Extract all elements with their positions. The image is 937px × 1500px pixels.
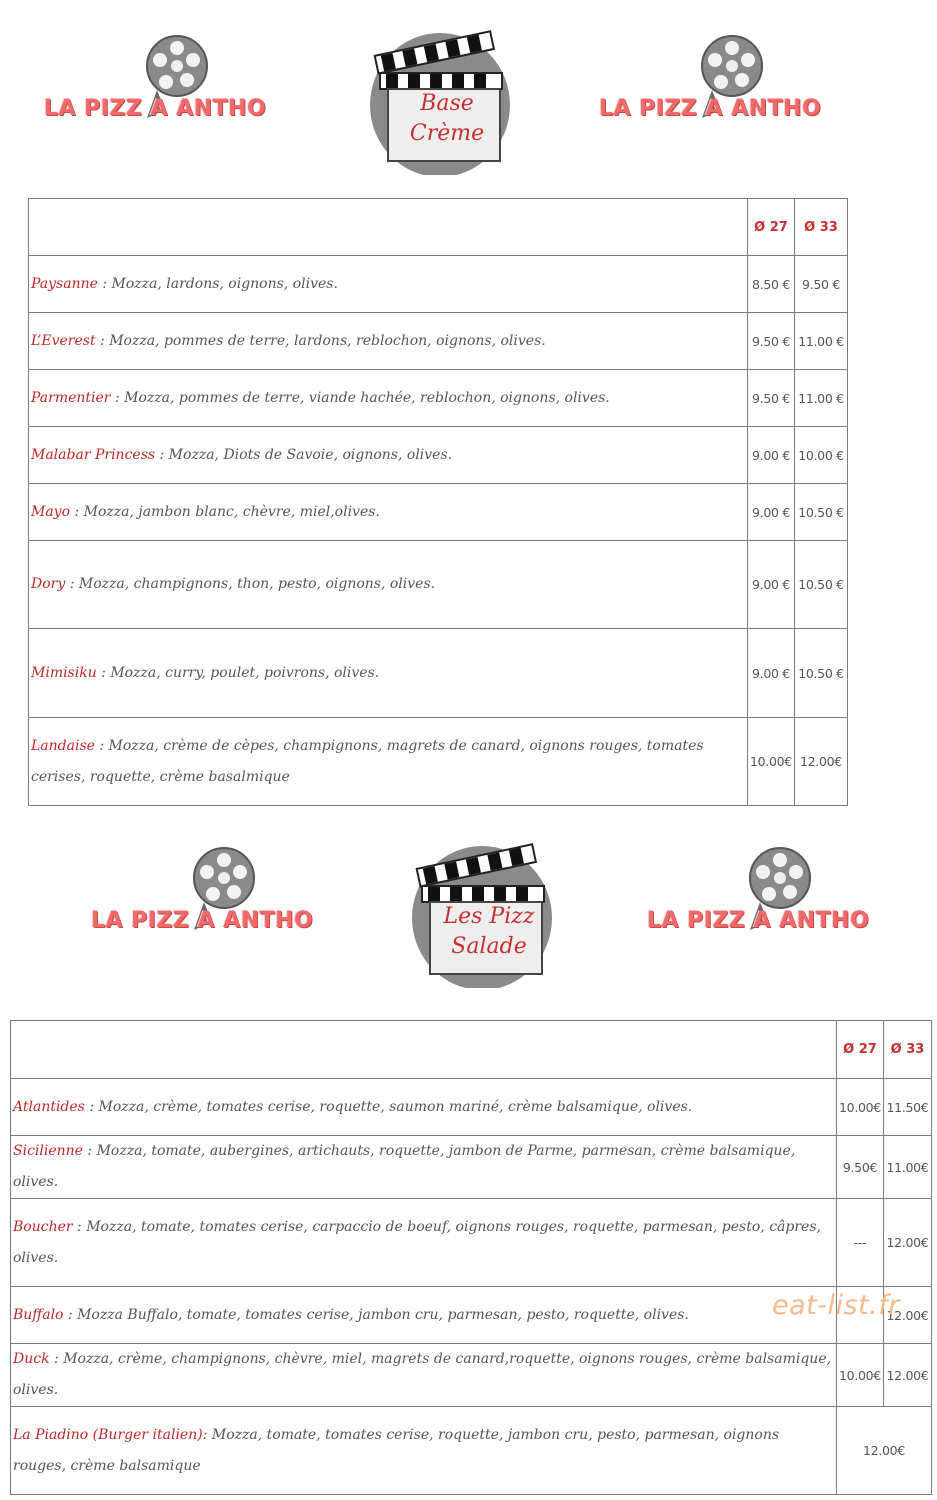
table-row — [29, 427, 848, 484]
price-33: 10.00 € — [795, 427, 848, 484]
table-row — [11, 1079, 932, 1136]
pizza-name: L’Everest — [31, 332, 96, 349]
price-33: 11.50€ — [884, 1079, 932, 1136]
section-title-line1: Les Pizz — [443, 904, 535, 929]
pizza-ingredients: : Mozza Buffalo, tomate, tomates cerise, jambon cru, parmesan, pesto, roquette, olives. — [63, 1306, 689, 1323]
pizza-ingredients: : Mozza, jambon blanc, chèvre, miel,olives. — [70, 503, 380, 520]
price-33: 12.00€ — [795, 718, 848, 806]
pizza-ingredients: : Mozza, curry, poulet, poivrons, olives. — [96, 664, 380, 681]
table-row — [29, 541, 848, 629]
price-27: --- — [837, 1199, 884, 1287]
price-33: 10.50 € — [795, 541, 848, 629]
price-27: 9.00 € — [748, 427, 795, 484]
price-33: 12.00€ — [884, 1199, 932, 1287]
size-small-header: Ø 27 — [837, 1021, 884, 1079]
pizza-name: Sicilienne — [13, 1143, 83, 1159]
size-small-header: Ø 27 — [748, 199, 795, 256]
pizza-name: Boucher — [13, 1218, 73, 1235]
table-row — [29, 313, 848, 370]
price-27: 10.00€ — [837, 1344, 884, 1407]
pizza-ingredients: : Mozza, lardons, oignons, olives. — [97, 275, 338, 292]
price-33: 10.50 € — [795, 484, 848, 541]
table-row — [29, 370, 848, 427]
price-27: 9.50 € — [748, 370, 795, 427]
brand-name: LA PIZZ A ANTHO — [646, 908, 870, 933]
menu-table-pizz-salade — [10, 1020, 932, 1495]
section-title-line1: Base — [420, 91, 474, 116]
table-row — [11, 1199, 932, 1287]
pizza-name: Landaise — [31, 737, 95, 754]
size-large-header: Ø 33 — [795, 199, 848, 256]
pizza-ingredients: : Mozza, tomate, aubergines, artichauts, roquette, jambon de Parme, parmesan, crème balsamique, olives. — [13, 1143, 796, 1190]
pizza-name: Buffalo — [13, 1306, 64, 1323]
table-header-row — [29, 199, 848, 256]
section-badge-base-creme — [360, 25, 510, 175]
pizza-name: Mayo — [31, 503, 71, 520]
price-27: 9.00 € — [748, 541, 795, 629]
table-row — [29, 629, 848, 718]
table-header-row — [11, 1021, 932, 1079]
pizza-ingredients: : Mozza, pommes de terre, lardons, reblochon, oignons, olives. — [95, 332, 546, 349]
brand-logo-right — [643, 842, 873, 952]
pizza-ingredients: : Mozza, Diots de Savoie, oignons, olives. — [155, 446, 453, 463]
table-row — [11, 1407, 932, 1495]
pizza-name: Parmentier — [31, 389, 111, 406]
pizza-name: Atlantides — [13, 1098, 85, 1115]
brand-name: LA PIZZ A ANTHO — [90, 908, 314, 933]
table-row — [29, 484, 848, 541]
table-row — [29, 256, 848, 313]
price-27: 9.00 € — [748, 629, 795, 718]
price-27: 10.00€ — [837, 1079, 884, 1136]
pizza-ingredients: : Mozza, tomate, tomates cerise, carpaccio de boeuf, oignons rouges, roquette, parmesan, pesto, câpres, olives. — [13, 1218, 821, 1266]
brand-logo-left — [40, 30, 270, 140]
watermark: eat-list.fr — [772, 1290, 900, 1321]
pizza-ingredients: : Mozza, champignons, thon, pesto, oignons, olives. — [65, 576, 436, 592]
brand-logo-left — [87, 842, 317, 952]
header-blank — [11, 1021, 837, 1079]
brand-name: LA PIZZ A ANTHO — [43, 96, 267, 121]
section-badge-pizz-salade — [402, 838, 552, 988]
price-27: 9.50€ — [837, 1136, 884, 1199]
table-row — [11, 1344, 932, 1407]
header-blank — [29, 199, 748, 256]
pizza-ingredients: : Mozza, tomate, tomates cerise, roquette, jambon cru, pesto, parmesan, oignons rouges, crème balsamique — [13, 1426, 780, 1474]
pizza-name: Paysanne — [31, 275, 98, 292]
price-33: 10.50 € — [795, 629, 848, 718]
pizza-name: La Piadino (Burger italien) — [13, 1426, 203, 1443]
section-title-line2: Crème — [409, 121, 485, 146]
price-33: 12.00€ — [884, 1287, 932, 1344]
price-27: 8.50 € — [748, 256, 795, 313]
price-single: 12.00€ — [837, 1407, 932, 1495]
pizza-name: Malabar Princess — [31, 446, 156, 463]
price-33: 12.00€ — [884, 1344, 932, 1407]
table-row — [11, 1136, 932, 1199]
pizza-ingredients: : Mozza, crème, tomates cerise, roquette, saumon mariné, crème balsamique, olives. — [84, 1098, 693, 1115]
table-row — [29, 718, 848, 806]
section-title — [397, 87, 497, 151]
brand-logo-right — [595, 30, 825, 140]
menu-table-base-creme — [28, 198, 848, 806]
price-33: 11.00 € — [795, 313, 848, 370]
section-title-line2: Salade — [451, 934, 527, 959]
pizza-name: Duck — [13, 1351, 50, 1367]
brand-name: LA PIZZ A ANTHO — [598, 96, 822, 121]
pizza-name: Mimisiku — [31, 664, 97, 681]
price-27: 9.00 € — [748, 484, 795, 541]
section-title — [439, 900, 539, 964]
price-27: 9.50 € — [748, 313, 795, 370]
pizza-ingredients: : Mozza, crème de cèpes, champignons, magrets de canard, oignons rouges, tomates cerises, roquette, crème basalmique — [31, 737, 704, 785]
pizza-name: Dory — [31, 576, 66, 592]
price-33: 11.00€ — [884, 1136, 932, 1199]
size-large-header: Ø 33 — [884, 1021, 932, 1079]
pizza-ingredients: : Mozza, pommes de terre, viande hachée, reblochon, oignons, olives. — [110, 389, 610, 406]
price-27: 10.00€ — [748, 718, 795, 806]
pizza-ingredients: : Mozza, crème, champignons, chèvre, miel, magrets de canard,roquette, oignons rouges, crème balsamique, olives. — [13, 1351, 832, 1398]
price-33: 11.00 € — [795, 370, 848, 427]
price-33: 9.50 € — [795, 256, 848, 313]
